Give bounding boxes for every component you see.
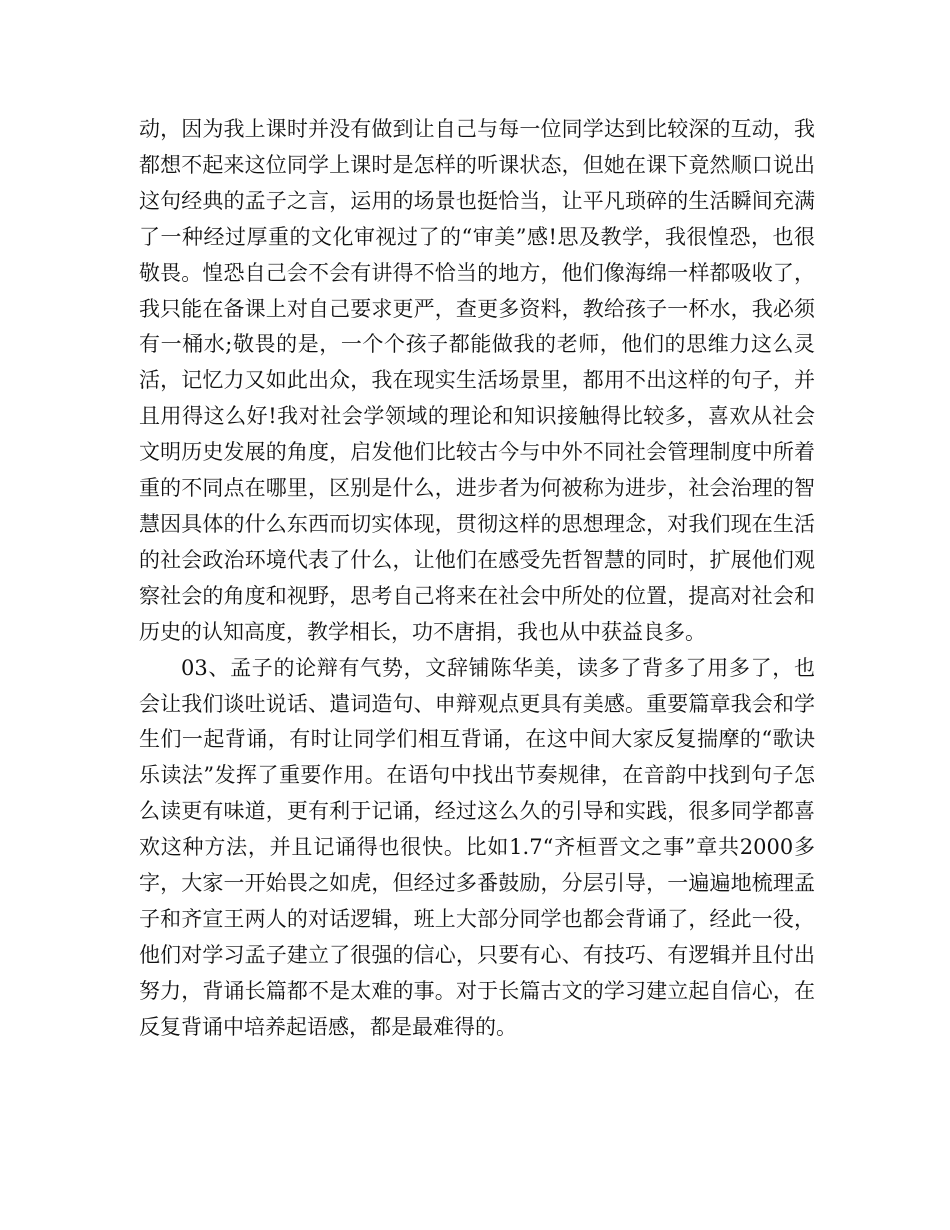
paragraph-1: 动，因为我上课时并没有做到让自己与每一位同学达到比较深的互动，我都想不起来这位同学上课时是怎样的听课状态，但她在课下竟然顺口说出这句经典的孟子之言，运用的场景也挺恰当，让平凡琐碎的生活瞬间充满了一种经过厚重的文化审视过了的“审美”感!思及教学，我很惶恐，也很敬畏。惶恐自己会不会有讲得不恰当的地方，他们像海绵一样都吸收了，我只能在备课上对自己要求更严，查更多资料，教给孩子一杯水，我必须有一桶水;敬畏的是，一个个孩子都能做我的老师，他们的思维力这么灵活，记忆力又如此出众，我在现实生活场景里，都用不出这样的句子，并且用得这么好!我对社会学领域的理论和知识接触得比较多，喜欢从社会文明历史发展的角度，启发他们比较古今与中外不同社会管理制度中所着重的不同点在哪里，区别是什么，进步者为何被称为进步，社会治理的智慧因具体的什么东西而切实体现，贯彻这样的思想理念，对我们现在生活的社会政治环境代表了什么，让他们在感受先哲智慧的同时，扩展他们观察社会的角度和视野，思考自己将来在社会中所处的位置，提高对社会和历史的认知高度，教学相长，功不唐捐，我也从中获益良多。: [139, 117, 815, 644]
paragraph-2: 03、孟子的论辩有气势，文辞铺陈华美，读多了背多了用多了，也会让我们谈吐说话、遣词造句、申辩观点更具有美感。重要篇章我会和学生们一起背诵，有时让同学们相互背诵，在这中间大家反复揣摩的“歌诀乐读法”发挥了重要作用。在语句中找出节奏规律，在音韵中找到句子怎么读更有味道，更有利于记诵，经过这么久的引导和实践，很多同学都喜欢这种方法，并且记诵得也很快。比如1.7“齐桓晋文之事”章共2000多字，大家一开始畏之如虎，但经过多番鼓励，分层引导，一遍遍地梳理孟子和齐宣王两人的对话逻辑，班上大部分同学也都会背诵了，经此一役，他们对学习孟子建立了很强的信心，只要有心、有技巧、有逻辑并且付出努力，背诵长篇都不是太难的事。对于长篇古文的学习建立起自信心，在反复背诵中培养起语感，都是最难得的。: [139, 655, 815, 1039]
document-body: [139, 112, 815, 1046]
